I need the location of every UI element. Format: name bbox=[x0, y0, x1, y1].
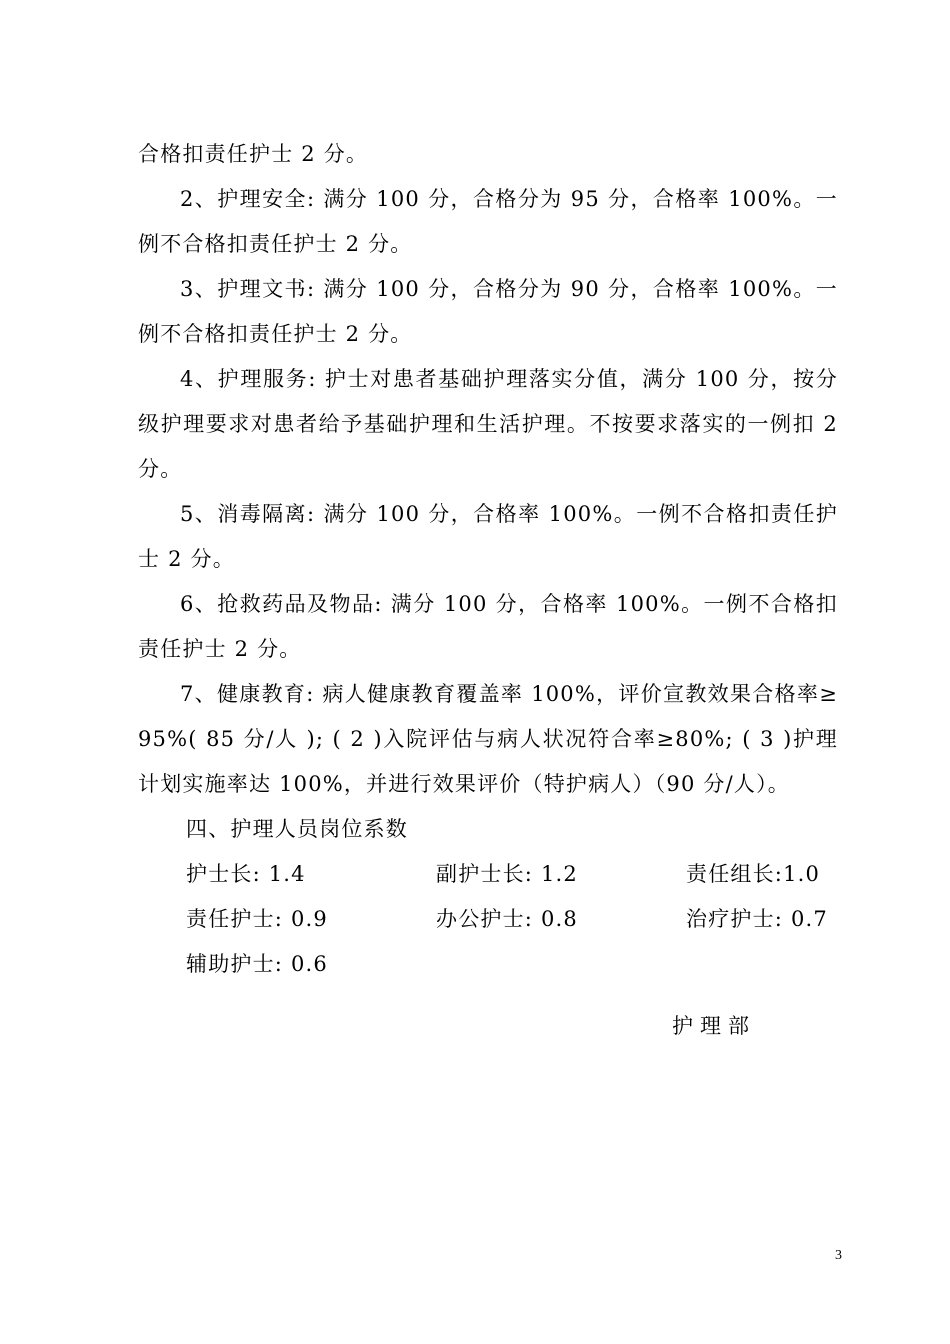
paragraph-continuation: 合格扣责任护士 2 分。 bbox=[138, 142, 369, 166]
page-number: 3 bbox=[835, 1248, 842, 1263]
paragraph-nursing-documents: 3、护理文书: 满分 100 分，合格分为 90 分，合格率 100%。一例不合格扣责任护士 2 分。 bbox=[138, 277, 838, 346]
signature-nursing-department: 护理部 bbox=[672, 1014, 756, 1038]
paragraph-emergency-drugs: 6、抢救药品及物品: 满分 100 分，合格率 100%。一例不合格扣责任护士 2 分。 bbox=[138, 592, 838, 661]
section-heading-coefficients: 四、护理人员岗位系数 bbox=[186, 817, 408, 841]
coefficient-responsible-nurse: 责任护士: 0.9 bbox=[186, 907, 328, 931]
paragraph-health-education: 7、健康教育: 病人健康教育覆盖率 100%，评价宣教效果合格率≥95%( 85 分/人 ); ( 2 )入院评估与病人状况符合率≥80%; ( 3 )护理计划实施率达 100%，并进行效果评价（特护病人）（90 分/人）。 bbox=[138, 682, 838, 796]
coefficient-team-leader: 责任组长:1.0 bbox=[686, 862, 821, 886]
coefficient-assistant-nurse: 辅助护士: 0.6 bbox=[186, 952, 328, 976]
coefficient-deputy-head-nurse: 副护士长: 1.2 bbox=[436, 862, 578, 886]
paragraph-disinfection-isolation: 5、消毒隔离: 满分 100 分，合格率 100%。一例不合格扣责任护士 2 分。 bbox=[138, 502, 838, 571]
paragraph-nursing-safety: 2、护理安全: 满分 100 分，合格分为 95 分，合格率 100%。一例不合格扣责任护士 2 分。 bbox=[138, 187, 838, 256]
document-body bbox=[138, 132, 838, 987]
coefficient-grid bbox=[138, 852, 838, 987]
coefficient-head-nurse: 护士长: 1.4 bbox=[186, 862, 306, 886]
paragraph-nursing-service: 4、护理服务: 护士对患者基础护理落实分值，满分 100 分，按分级护理要求对患者给予基础护理和生活护理。不按要求落实的一例扣 2 分。 bbox=[138, 367, 838, 481]
coefficient-office-nurse: 办公护士: 0.8 bbox=[436, 907, 578, 931]
coefficient-treatment-nurse: 治疗护士: 0.7 bbox=[686, 907, 828, 931]
